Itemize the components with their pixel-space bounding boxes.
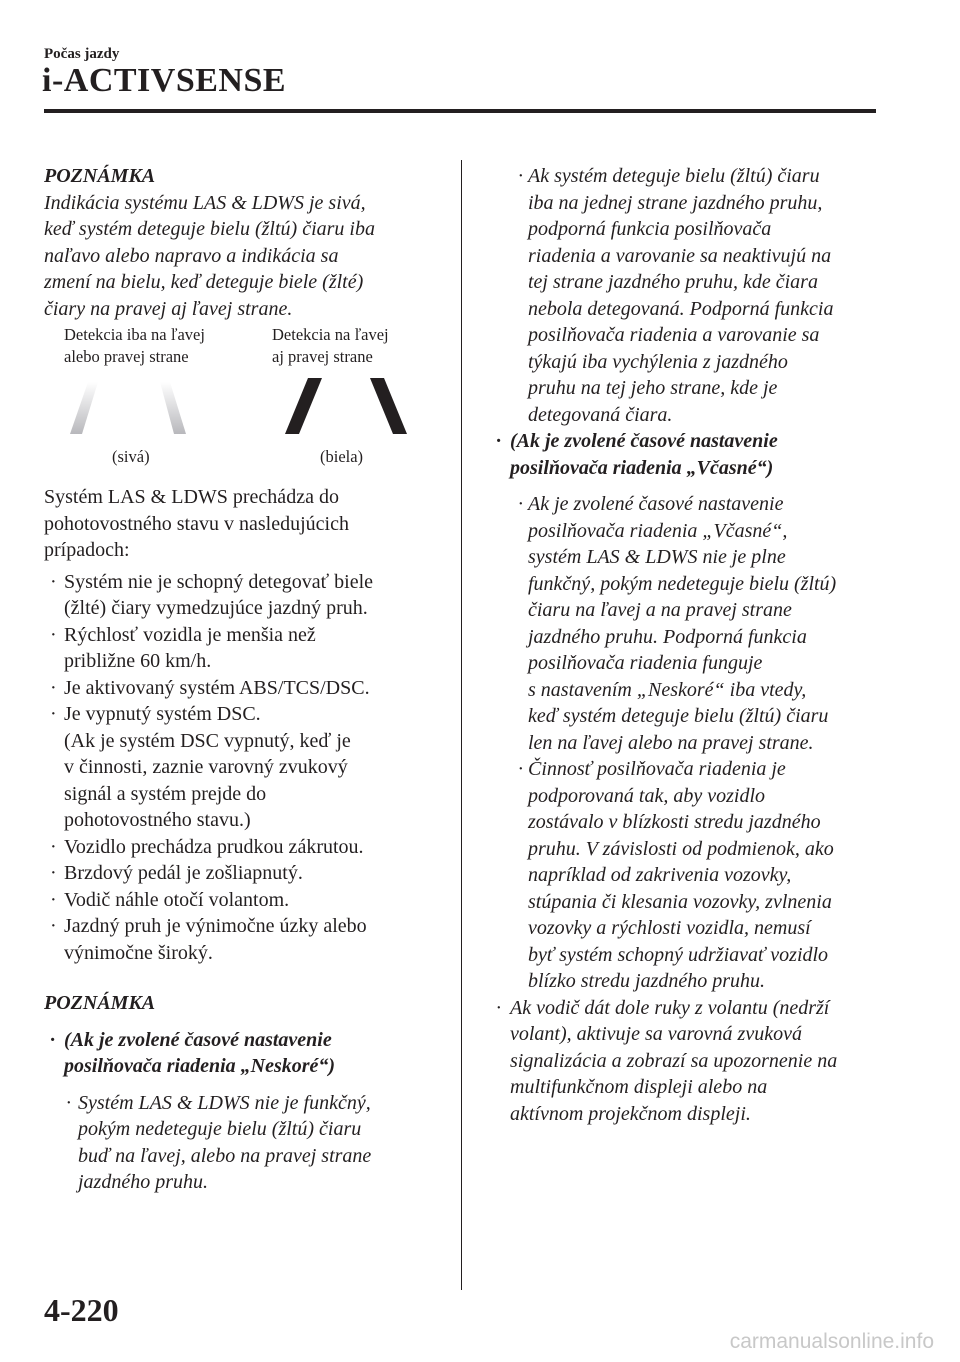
note-item-line: tej strane jazdného pruhu, kde čiara xyxy=(528,271,818,293)
note-item-line: volant), aktivuje sa varovná zvuková xyxy=(510,1023,802,1045)
note-item: · Ak vodič dát dole ruky z volantu (nedrží volant), aktivuje sa varovná zvuková signalizácia a zobrazí sa upozornenie na multifunkčnom displeji alebo na aktívnom projekčnom displeji. xyxy=(490,995,885,1128)
note-item-line: systém LAS & LDWS nie je plne xyxy=(528,546,786,568)
paragraph-line: pohotovostného stavu v nasledujúcich xyxy=(44,512,349,535)
lane-indicator-icons xyxy=(44,324,444,492)
note-item-line: posilňovača riadenia „Včasné“, xyxy=(528,519,788,542)
standby-paragraph xyxy=(44,484,444,564)
note-heading: · (Ak je zvolené časové nastavenie posilňovača riadenia „Včasné“) xyxy=(490,428,885,481)
header-rule xyxy=(44,109,876,113)
note-item: · Ak je zvolené časové nastavenie posilňovača riadenia „Včasné“, systém LAS & LDWS nie je plne funkčný, pokým nedeteguje bielu (žltú) čiaru na ľavej a na pravej strane jazdného pruhu. Podporná funkcia posilňovača riadenia funguje s nastavením „Neskoré“ iba vtedy, keď systém deteguje bielu (žltú) čiaru len na ľavej alebo na pravej strane. xyxy=(490,491,885,756)
gray-right-lane-line xyxy=(160,382,186,434)
note-item-line: pokým nedeteguje bielu (žltú) čiaru xyxy=(78,1118,362,1140)
note-line: keď systém deteguje bielu (žltú) čiaru iba xyxy=(44,218,375,240)
gray-left-lane-line xyxy=(70,382,98,434)
note-item-line: Ak je zvolené časové nastavenie xyxy=(528,493,784,515)
note-title: POZNÁMKA xyxy=(44,165,156,187)
page-number: 4-220 xyxy=(44,1292,119,1328)
column-divider xyxy=(461,160,462,1290)
caption-line: Detekcia iba na ľavej xyxy=(64,325,205,344)
list-item-line: (Ak je systém DSC vypnutý, keď je xyxy=(64,729,351,752)
list-item-line: Brzdový pedál je zošliapnutý. xyxy=(64,862,303,884)
note-line: naľavo alebo napravo a indikácia sa xyxy=(44,244,339,267)
page-title: i-ACTIVSENSE xyxy=(42,62,287,99)
lane-indicator-figure xyxy=(44,324,444,492)
watermark: carmanualsonline.info xyxy=(729,1330,934,1353)
note-item-line: blízko stredu jazdného pruhu. xyxy=(528,970,766,992)
list-item: · Systém nie je schopný detegovať biele (žlté) čiary vymedzujúce jazdný pruh. xyxy=(44,569,444,622)
list-item-line: signál a systém prejde do xyxy=(64,782,267,805)
note-item-line: byť systém schopný udržiavať vozidlo xyxy=(528,943,829,966)
note-heading-line: (Ak je zvolené časové nastavenie xyxy=(510,430,778,452)
list-item-line: (žlté) čiary vymedzujúce jazdný pruh. xyxy=(64,597,368,619)
list-item: · Jazdný pruh je výnimočne úzky alebo výnimočne široký. xyxy=(44,913,444,966)
list-item: · Vozidlo prechádza prudkou zákrutou. xyxy=(44,834,444,861)
list-item: · Je vypnutý systém DSC. (Ak je systém DSC vypnutý, keď je v činnosti, zaznie varovný zvukový signál a systém prejde do pohotovostného stavu.) xyxy=(44,701,444,834)
figure-label-white: (biela) xyxy=(320,447,364,466)
caption-line: alebo pravej strane xyxy=(64,347,189,366)
note-item-line: Ak systém deteguje bielu (žltú) čiaru xyxy=(528,165,820,187)
note-line: čiary na pravej aj ľavej strane. xyxy=(44,297,293,320)
note-title: POZNÁMKA xyxy=(44,992,156,1014)
note-item-line: nebola detegovaná. Podporná funkcia xyxy=(528,297,834,320)
list-item: · Rýchlosť vozidla je menšia než približne 60 km/h. xyxy=(44,622,444,675)
caption-line: Detekcia na ľavej xyxy=(272,325,389,344)
note-item-line: Ak vodič dát dole ruky z volantu (nedrží xyxy=(510,996,830,1019)
note-item-line: posilňovača riadenia a varovanie sa xyxy=(528,324,820,346)
note-item-line: posilňovača riadenia funguje xyxy=(528,652,763,674)
note-item-line: iba na jednej strane jazdného pruhu, xyxy=(528,191,823,214)
list-item: · Brzdový pedál je zošliapnutý. xyxy=(44,860,444,887)
note-item-line: signalizácia a zobrazí sa upozornenie na xyxy=(510,1049,838,1072)
note-item-line: len na ľavej alebo na pravej strane. xyxy=(528,731,814,754)
note-heading-line: posilňovača riadenia „Neskoré“) xyxy=(64,1055,336,1077)
note-item-line: pruhu na tej jeho strane, kde je xyxy=(528,377,778,399)
note-item-line: pruhu. V závislosti od podmienok, ako xyxy=(528,837,834,860)
note-item-line: multifunkčnom displeji alebo na xyxy=(510,1076,768,1098)
note-item-line: s nastavením „Neskoré“ iba vtedy, xyxy=(528,678,807,701)
note-item-line: podporná funkcia posilňovača xyxy=(528,218,772,240)
list-item: · Vodič náhle otočí volantom. xyxy=(44,887,444,914)
note-heading-line: (Ak je zvolené časové nastavenie xyxy=(64,1028,332,1051)
list-item-line: Systém nie je schopný detegovať biele xyxy=(64,570,374,593)
note-item-line: napríklad od zakrivenia vozovky, xyxy=(528,864,792,886)
note-item-line: jazdného pruhu. Podporná funkcia xyxy=(528,625,807,648)
note-item-line: buď na ľavej, alebo na pravej strane xyxy=(78,1144,372,1167)
right-column xyxy=(490,163,885,1127)
section-label: Počas jazdy xyxy=(44,46,120,62)
list-item-line: Vodič náhle otočí volantom. xyxy=(64,888,290,911)
list-item-line: Je vypnutý systém DSC. xyxy=(64,703,261,725)
white-left-lane-line xyxy=(285,378,322,434)
note-item-line: týkajú iba vychýlenia z jazdného xyxy=(528,350,788,373)
note-line: Indikácia systému LAS & LDWS je sivá, xyxy=(44,191,366,214)
note-item-line: vozovky a rýchlosti vozidla, nemusí xyxy=(528,917,811,939)
list-item-line: Jazdný pruh je výnimočne úzky alebo xyxy=(64,915,367,937)
note-item-line: riadenia a varovanie sa neaktivujú na xyxy=(528,244,832,267)
note-text xyxy=(44,190,444,323)
note-item-line: zostávalo v blízkosti stredu jazdného xyxy=(528,811,821,833)
note-item: · Činnosť posilňovača riadenia je podporovaná tak, aby vozidlo zostávalo v blízkosti stredu jazdného pruhu. V závislosti od podmienok, ako napríklad od zakrivenia vozovky, stúpania či klesania vozovky, zvlnenia vozovky a rýchlosti vozidla, nemusí byť systém schopný udržiavať vozidlo blízko stredu jazdného pruhu. xyxy=(490,756,885,995)
note-item-line: detegovaná čiara. xyxy=(528,403,673,426)
note-item: · Systém LAS & LDWS nie je funkčný, pokým nedeteguje bielu (žltú) čiaru buď na ľavej, alebo na pravej strane jazdného pruhu. xyxy=(44,1090,444,1196)
note-line: zmení na bielu, keď deteguje biele (žlté) xyxy=(44,271,364,293)
note-item-line: Systém LAS & LDWS nie je funkčný, xyxy=(78,1091,371,1114)
paragraph-line: prípadoch: xyxy=(44,539,130,561)
standby-conditions-list xyxy=(44,569,444,967)
note-heading: · (Ak je zvolené časové nastavenie posilňovača riadenia „Neskoré“) xyxy=(44,1027,444,1080)
note-item-line: jazdného pruhu. xyxy=(78,1171,208,1193)
list-item-line: pohotovostného stavu.) xyxy=(64,809,251,831)
note-item-line: podporovaná tak, aby vozidlo xyxy=(528,784,766,807)
white-right-lane-line xyxy=(370,378,407,434)
left-column xyxy=(44,163,444,1196)
paragraph-line: Systém LAS & LDWS prechádza do xyxy=(44,486,339,508)
note-item: · Ak systém deteguje bielu (žltú) čiaru iba na jednej strane jazdného pruhu, podporná funkcia posilňovača riadenia a varovanie sa neaktivujú na tej strane jazdného pruhu, kde čiara nebola detegovaná. Podporná funkcia posilňovača riadenia a varovanie sa týkajú iba vychýlenia z jazdného pruhu na tej jeho strane, kde je detegovaná čiara. xyxy=(490,163,885,428)
list-item-line: Rýchlosť vozidla je menšia než xyxy=(64,623,316,646)
note-item-line: stúpania či klesania vozovky, zvlnenia xyxy=(528,890,832,913)
note-item-line: aktívnom projekčnom displeji. xyxy=(510,1102,751,1125)
list-item-line: približne 60 km/h. xyxy=(64,650,212,672)
caption-line: aj pravej strane xyxy=(272,347,373,366)
list-item: · Je aktivovaný systém ABS/TCS/DSC. xyxy=(44,675,444,702)
list-item-line: výnimočne široký. xyxy=(64,941,213,964)
list-item-line: Je aktivovaný systém ABS/TCS/DSC. xyxy=(64,676,370,699)
note-item-line: Činnosť posilňovača riadenia je xyxy=(528,758,786,780)
note-item-line: keď systém deteguje bielu (žltú) čiaru xyxy=(528,705,829,727)
note-heading-line: posilňovača riadenia „Včasné“) xyxy=(510,456,774,479)
list-item-line: Vozidlo prechádza prudkou zákrutou. xyxy=(64,835,364,858)
list-item-line: v činnosti, zaznie varovný zvukový xyxy=(64,756,348,778)
note-item-line: funkčný, pokým nedeteguje bielu (žltú) xyxy=(528,572,837,595)
note-item-line: čiaru na ľavej a na pravej strane xyxy=(528,599,792,621)
figure-label-gray: (sivá) xyxy=(112,447,150,466)
